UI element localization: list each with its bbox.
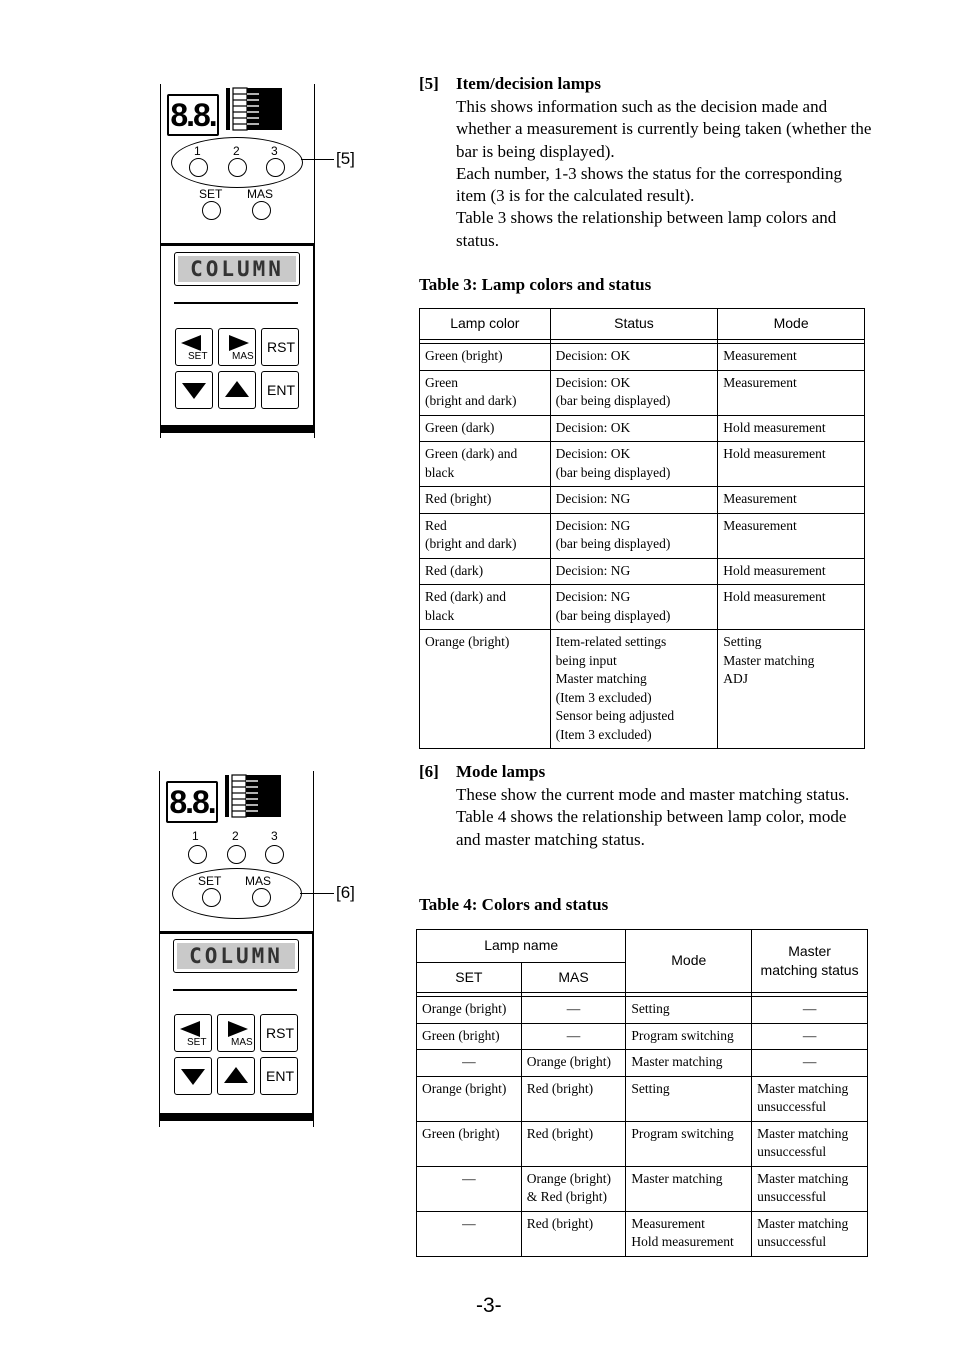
- lamp-label-3: 3: [271, 144, 278, 158]
- ent-button-label: ENT: [267, 382, 295, 398]
- table-cell: Orange (bright): [417, 1076, 522, 1121]
- table-3-title: Table 3: Lamp colors and status: [419, 275, 652, 294]
- section-6-title: Mode lamps: [456, 762, 546, 781]
- table-header-cell: Lamp color: [420, 309, 551, 340]
- up-button[interactable]: [218, 371, 256, 409]
- device-edge-right: [313, 771, 314, 1127]
- table-cell: Green (bright): [417, 1121, 522, 1166]
- right-mas-button-label: MAS: [231, 1037, 253, 1048]
- ent-button-label: ENT: [266, 1068, 294, 1084]
- table-row: [420, 487, 865, 514]
- down-button[interactable]: [174, 1057, 212, 1095]
- table-cell: Green (dark) and black: [420, 442, 551, 487]
- table-header-cell: Mode: [718, 309, 865, 340]
- table-cell: Decision: OK (bar being displayed): [550, 442, 718, 487]
- table-cell: Master matching unsuccessful: [752, 1076, 868, 1121]
- table-cell: Green (bright and dark): [420, 370, 551, 415]
- lcd-text: COLUMN: [178, 256, 296, 282]
- right-mas-button[interactable]: [217, 1014, 255, 1052]
- table-3: [419, 308, 865, 749]
- section-6-paragraph: These show the current mode and master matching status.: [456, 785, 850, 804]
- set-lamp-label: SET: [199, 187, 223, 201]
- table-row: [417, 1023, 868, 1050]
- lcd-display: [173, 939, 299, 973]
- set-lamp: [202, 201, 221, 220]
- panel-divider: [174, 302, 298, 304]
- callout-label-6: [6]: [336, 883, 355, 902]
- table-cell: Setting: [626, 997, 752, 1024]
- left-arrow-icon: [178, 1019, 206, 1039]
- table-cell: Setting: [626, 1076, 752, 1121]
- table-header-cell: Status: [550, 309, 718, 340]
- item-lamp-1: [188, 845, 207, 864]
- rst-button[interactable]: [261, 328, 299, 366]
- section-5-paragraph: Each number, 1-3 shows the status for the corresponding item (3 is for the calculated result).: [456, 163, 842, 206]
- table-cell: Green (bright): [420, 344, 551, 371]
- lcd-text: COLUMN: [177, 943, 295, 969]
- rst-button[interactable]: [260, 1014, 298, 1052]
- table-row: [420, 442, 865, 487]
- section-5-paragraph: Table 3 shows the relationship between lamp colors and status.: [456, 208, 837, 250]
- header-mas: MAS: [521, 963, 626, 993]
- left-set-button[interactable]: [175, 328, 213, 366]
- header-master-matching-status: Master matching status: [752, 930, 868, 993]
- table-cell: Decision: OK: [550, 344, 718, 371]
- table-cell: Measurement: [718, 344, 865, 371]
- table-cell: —: [417, 1166, 522, 1211]
- right-mas-button[interactable]: [218, 328, 256, 366]
- table-cell: Setting Master matching ADJ: [718, 630, 865, 749]
- item-lamp-3: [265, 845, 284, 864]
- table-4-title: Table 4: Colors and status: [419, 895, 609, 914]
- table-cell: —: [417, 1211, 522, 1256]
- section-5-body: [456, 96, 876, 252]
- table-cell: Red (bright): [521, 1121, 626, 1166]
- table-cell: —: [752, 997, 868, 1024]
- table-cell: —: [521, 997, 626, 1024]
- table-row: [420, 415, 865, 442]
- table-cell: Decision: OK (bar being displayed): [550, 370, 718, 415]
- table-cell: Master matching unsuccessful: [752, 1166, 868, 1211]
- table-row: [417, 1050, 868, 1077]
- table-cell: Measurement Hold measurement: [626, 1211, 752, 1256]
- seven-segment-display: 8.8.: [166, 781, 218, 823]
- table-cell: Decision: NG (bar being displayed): [550, 585, 718, 630]
- table-row: [420, 513, 865, 558]
- down-arrow-icon: [180, 381, 208, 401]
- table-row: [417, 1076, 868, 1121]
- lcd-display: [174, 252, 300, 286]
- page-number: -3-: [476, 1294, 502, 1317]
- table-cell: Green (dark): [420, 415, 551, 442]
- table-cell: Measurement: [718, 513, 865, 558]
- table-row: [417, 1121, 868, 1166]
- left-set-button-label: SET: [188, 351, 208, 362]
- right-arrow-icon: [223, 333, 251, 353]
- right-mas-button-label: MAS: [232, 351, 254, 362]
- callout-ellipse-5: [171, 137, 303, 188]
- left-arrow-icon: [179, 333, 207, 353]
- table-cell: Program switching: [626, 1121, 752, 1166]
- callout-line-6: [300, 893, 334, 894]
- table-cell: Master matching unsuccessful: [752, 1121, 868, 1166]
- bar-graph-icon: [226, 87, 284, 131]
- table-cell: Red (bright): [420, 487, 551, 514]
- up-arrow-icon: [223, 379, 251, 399]
- mas-lamp: [252, 201, 271, 220]
- table-cell: Measurement: [718, 370, 865, 415]
- section-6-paragraph: Table 4 shows the relationship between lamp color, mode and master matching status.: [456, 807, 847, 849]
- set-lamp-label: SET: [198, 874, 222, 888]
- left-set-button-label: SET: [187, 1037, 207, 1048]
- table-cell: Decision: NG: [550, 487, 718, 514]
- table-cell: Orange (bright): [521, 1050, 626, 1077]
- table-cell: Decision: NG: [550, 558, 718, 585]
- table-cell: —: [521, 1023, 626, 1050]
- rst-button-label: RST: [267, 339, 295, 355]
- up-arrow-icon: [222, 1065, 250, 1085]
- table-cell: Master matching: [626, 1166, 752, 1211]
- table-cell: —: [417, 1050, 522, 1077]
- table-cell: Orange (bright) & Red (bright): [521, 1166, 626, 1211]
- table-cell: Hold measurement: [718, 558, 865, 585]
- table-4: [416, 929, 868, 1257]
- ent-button[interactable]: [260, 1057, 298, 1095]
- lamp-label-2: 2: [232, 829, 239, 843]
- callout-ellipse-6: [172, 868, 302, 919]
- up-button[interactable]: [217, 1057, 255, 1095]
- table-row: [417, 1211, 868, 1256]
- lamp-label-2: 2: [233, 144, 240, 158]
- table-row: [417, 997, 868, 1024]
- table-cell: Master matching: [626, 1050, 752, 1077]
- device-illustration-1: [158, 84, 318, 439]
- seven-segment-display: 8.8.: [167, 94, 219, 136]
- device-edge-right: [314, 84, 315, 438]
- table-row: [420, 370, 865, 415]
- panel-divider: [173, 989, 297, 991]
- lamp-label-1: 1: [194, 144, 201, 158]
- section-6-number: [6]: [419, 762, 439, 781]
- section-5-number: [5]: [419, 74, 439, 93]
- lamp-label-3: 3: [271, 829, 278, 843]
- table-cell: Green (bright): [417, 1023, 522, 1050]
- mas-lamp-label: MAS: [247, 187, 274, 201]
- header-lamp-name: Lamp name: [417, 930, 626, 963]
- table-cell: Hold measurement: [718, 442, 865, 487]
- right-arrow-icon: [222, 1019, 250, 1039]
- down-button[interactable]: [175, 371, 213, 409]
- header-mode: Mode: [626, 930, 752, 993]
- section-6-body: [456, 784, 856, 851]
- callout-line-5: [301, 159, 334, 160]
- table-row: [420, 585, 865, 630]
- table-cell: Program switching: [626, 1023, 752, 1050]
- device-illustration-2: [157, 771, 317, 1128]
- bar-graph-icon: [225, 774, 283, 818]
- left-set-button[interactable]: [174, 1014, 212, 1052]
- table-cell: Orange (bright): [420, 630, 551, 749]
- table-cell: Measurement: [718, 487, 865, 514]
- header-set: SET: [417, 963, 522, 993]
- table-cell: —: [752, 1023, 868, 1050]
- mas-lamp-label: MAS: [245, 874, 272, 888]
- table-cell: Hold measurement: [718, 415, 865, 442]
- lamp-label-1: 1: [192, 829, 199, 843]
- section-5-title: Item/decision lamps: [456, 74, 601, 93]
- table-row: [420, 558, 865, 585]
- table-cell: Master matching unsuccessful: [752, 1211, 868, 1256]
- table-cell: Red (dark): [420, 558, 551, 585]
- section-5-paragraph: This shows information such as the decision made and whether a measurement is currently being taken (whether the bar is being displayed).: [456, 97, 872, 161]
- table-cell: Red (bright): [521, 1211, 626, 1256]
- table-row: [417, 1166, 868, 1211]
- table-cell: Item-related settings being input Master matching (Item 3 excluded) Sensor being adjusted (Item 3 excluded): [550, 630, 718, 749]
- table-cell: —: [752, 1050, 868, 1077]
- table-cell: Red (bright): [521, 1076, 626, 1121]
- table-cell: Hold measurement: [718, 585, 865, 630]
- down-arrow-icon: [179, 1067, 207, 1087]
- table-cell: Red (bright and dark): [420, 513, 551, 558]
- table-row: [420, 344, 865, 371]
- table-cell: Orange (bright): [417, 997, 522, 1024]
- table-cell: Red (dark) and black: [420, 585, 551, 630]
- ent-button[interactable]: [261, 371, 299, 409]
- item-lamp-2: [227, 845, 246, 864]
- callout-label-5: [5]: [336, 149, 355, 168]
- table-row: [420, 630, 865, 749]
- rst-button-label: RST: [266, 1025, 294, 1041]
- table-cell: Decision: OK: [550, 415, 718, 442]
- table-cell: Decision: NG (bar being displayed): [550, 513, 718, 558]
